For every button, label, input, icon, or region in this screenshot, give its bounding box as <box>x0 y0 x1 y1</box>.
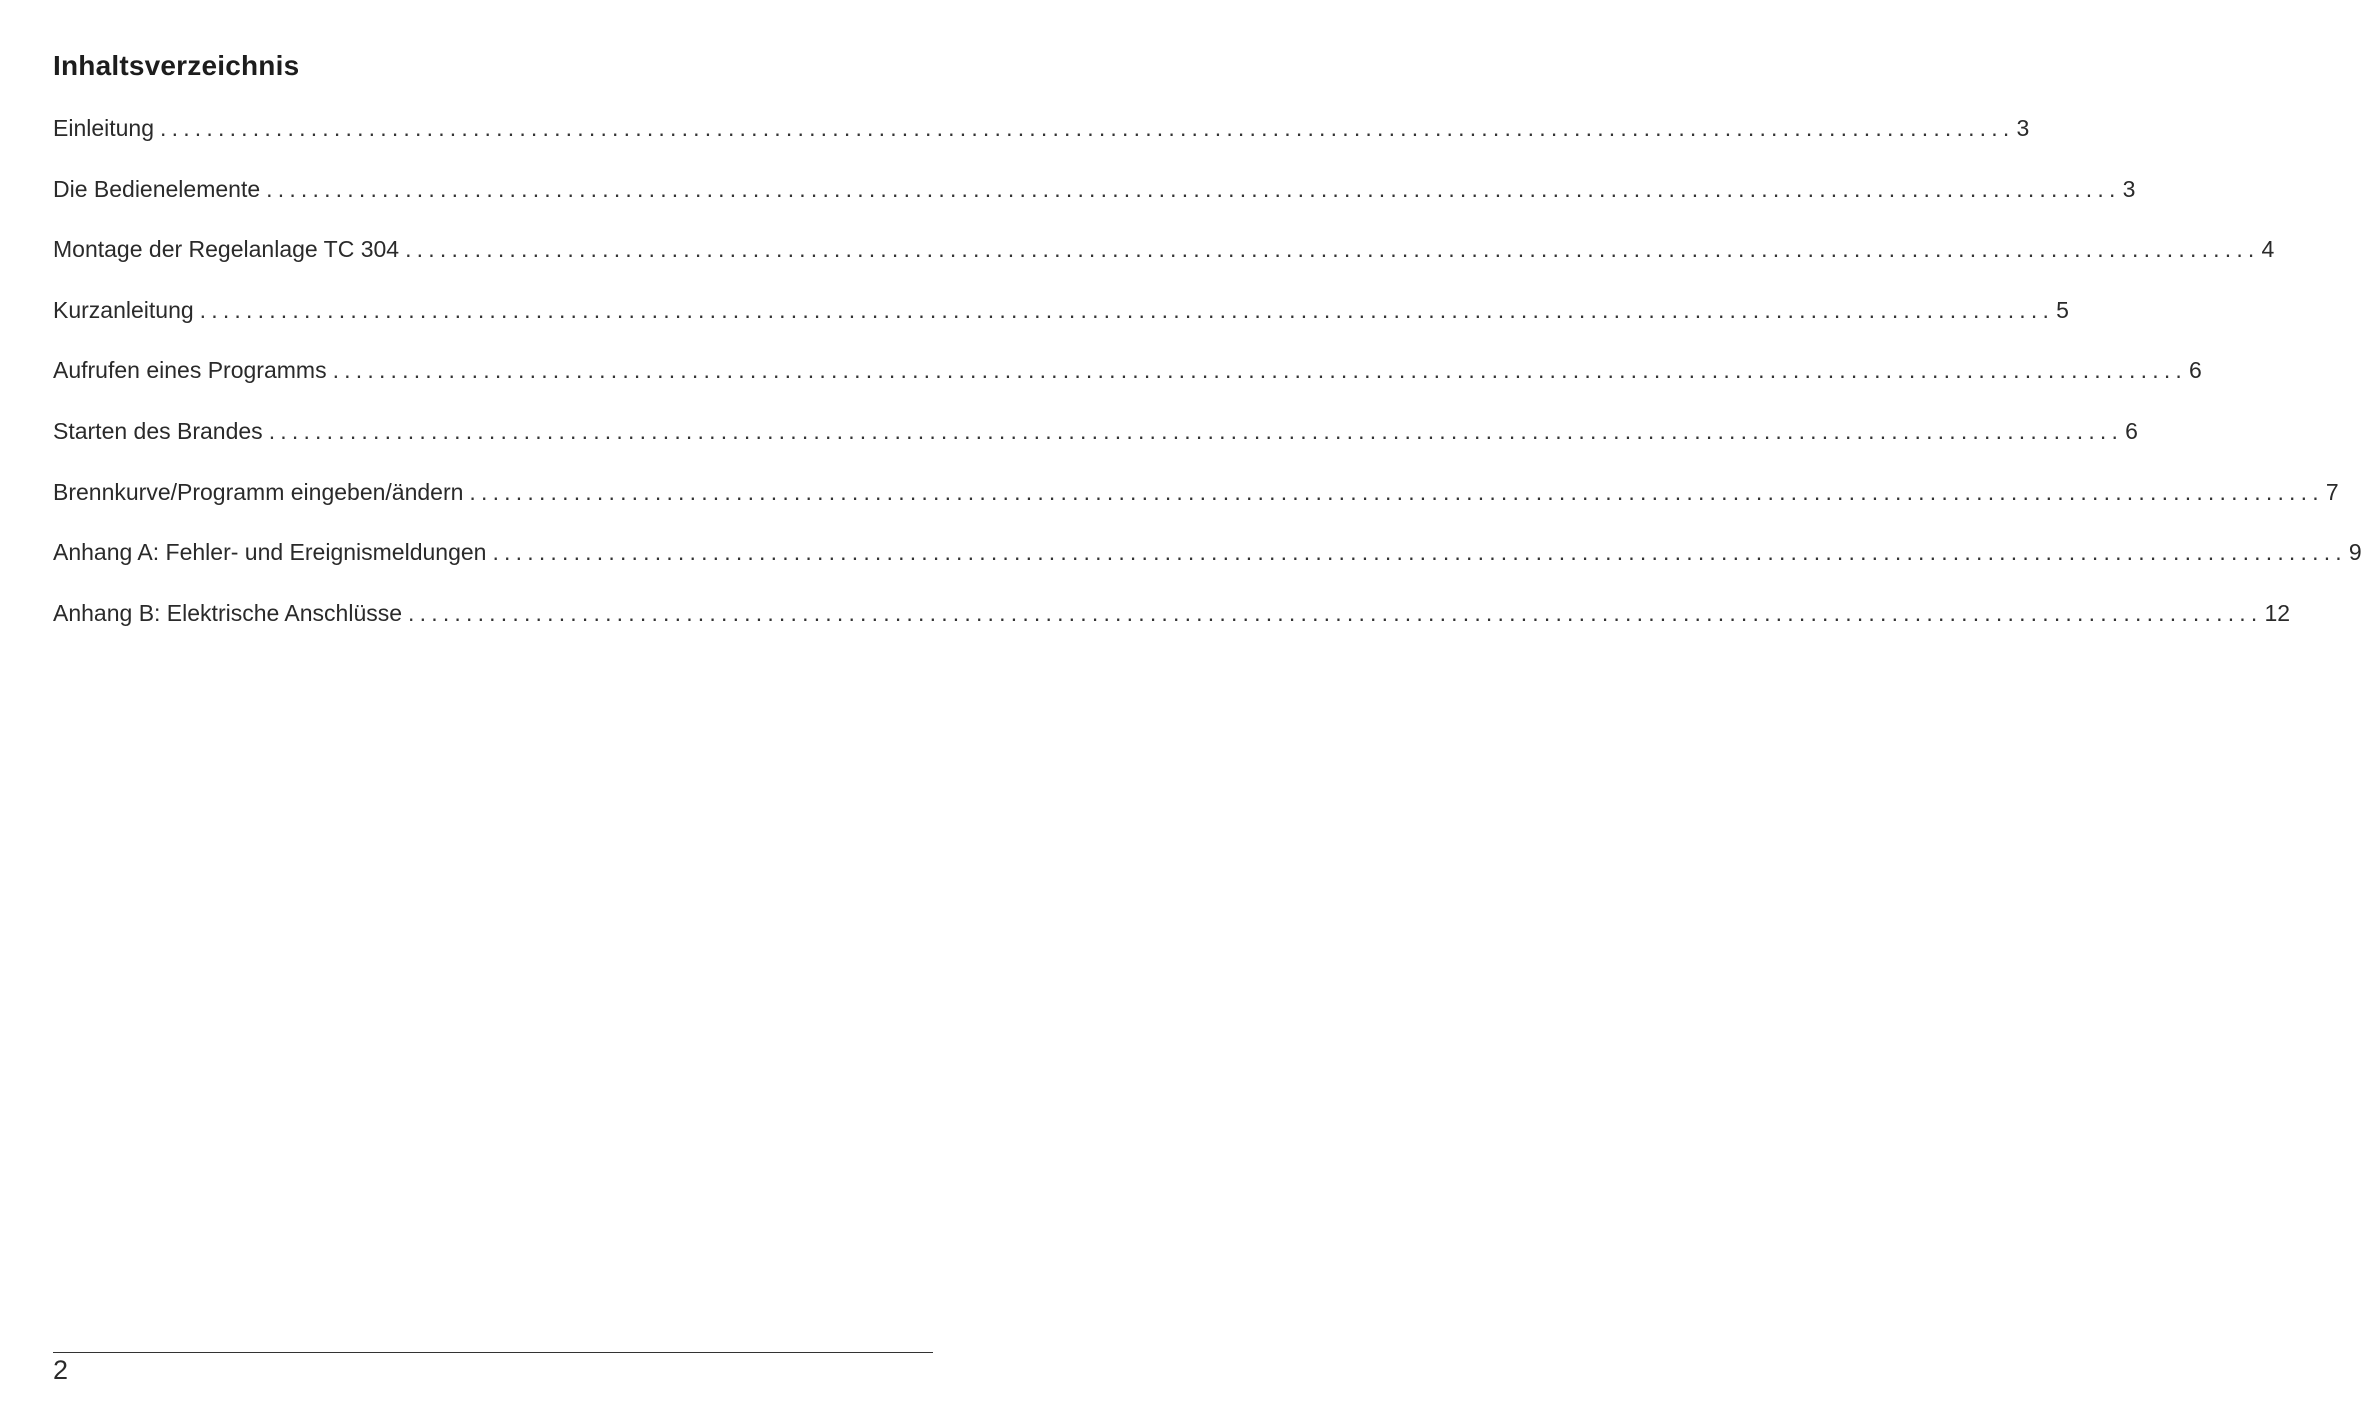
toc-entry-page: 5 <box>2056 296 2069 323</box>
dot-leader: ................................................................................................................................................................ <box>408 599 2263 626</box>
toc-entry[interactable] <box>53 115 2030 176</box>
toc-list <box>53 115 2362 660</box>
toc-entry-label: Starten des Brandes <box>53 417 263 444</box>
dot-leader: ................................................................................................................................................................ <box>492 539 2347 566</box>
toc-entry[interactable] <box>53 175 2136 237</box>
footer-divider <box>53 1352 933 1353</box>
toc-entry-page: 3 <box>2016 115 2030 141</box>
toc-entry-page: 9 <box>2348 539 2362 566</box>
toc-entry-label: Anhang B: Elektrische Anschlüsse <box>53 599 403 626</box>
dot-leader: ................................................................................................................................................................ <box>160 115 2015 141</box>
toc-entry-label: Einleitung <box>53 115 155 141</box>
toc-entry-page: 6 <box>2125 417 2138 444</box>
toc-entry-label: Anhang A: Fehler- und Ereignismeldungen <box>53 539 487 566</box>
toc-entry-page: 7 <box>2325 478 2339 505</box>
dot-leader: ................................................................................................................................................................ <box>266 175 2121 202</box>
toc-entry-label: Montage der Regelanlage TC 304 <box>53 236 400 263</box>
toc-entry[interactable] <box>53 236 2275 297</box>
toc-heading: Inhaltsverzeichnis <box>53 50 300 81</box>
toc-entry[interactable] <box>53 478 2339 540</box>
dot-leader: ................................................................................................................................................................ <box>405 236 2260 263</box>
toc-entry-label: Aufrufen eines Programms <box>53 357 327 384</box>
toc-entry-page: 12 <box>2264 599 2291 626</box>
toc-entry[interactable] <box>53 417 2138 479</box>
toc-entry[interactable] <box>53 599 2291 661</box>
toc-entry-label: Die Bedienelemente <box>53 175 261 202</box>
toc-entry-label: Brennkurve/Programm eingeben/ändern <box>53 478 464 505</box>
toc-entry-page: 6 <box>2189 357 2202 384</box>
toc-entry[interactable] <box>53 539 2362 600</box>
page-number: 2 <box>53 1355 69 1385</box>
toc-entry[interactable] <box>53 296 2069 358</box>
toc-entry-page: 3 <box>2122 175 2136 202</box>
dot-leader: ................................................................................................................................................................ <box>332 357 2187 384</box>
toc-entry-page: 4 <box>2261 236 2275 263</box>
dot-leader: ................................................................................................................................................................ <box>199 296 2055 323</box>
dot-leader: ................................................................................................................................................................ <box>469 478 2324 505</box>
dot-leader: ................................................................................................................................................................ <box>268 417 2124 444</box>
toc-entry[interactable] <box>53 357 2202 418</box>
toc-entry-label: Kurzanleitung <box>53 296 194 323</box>
